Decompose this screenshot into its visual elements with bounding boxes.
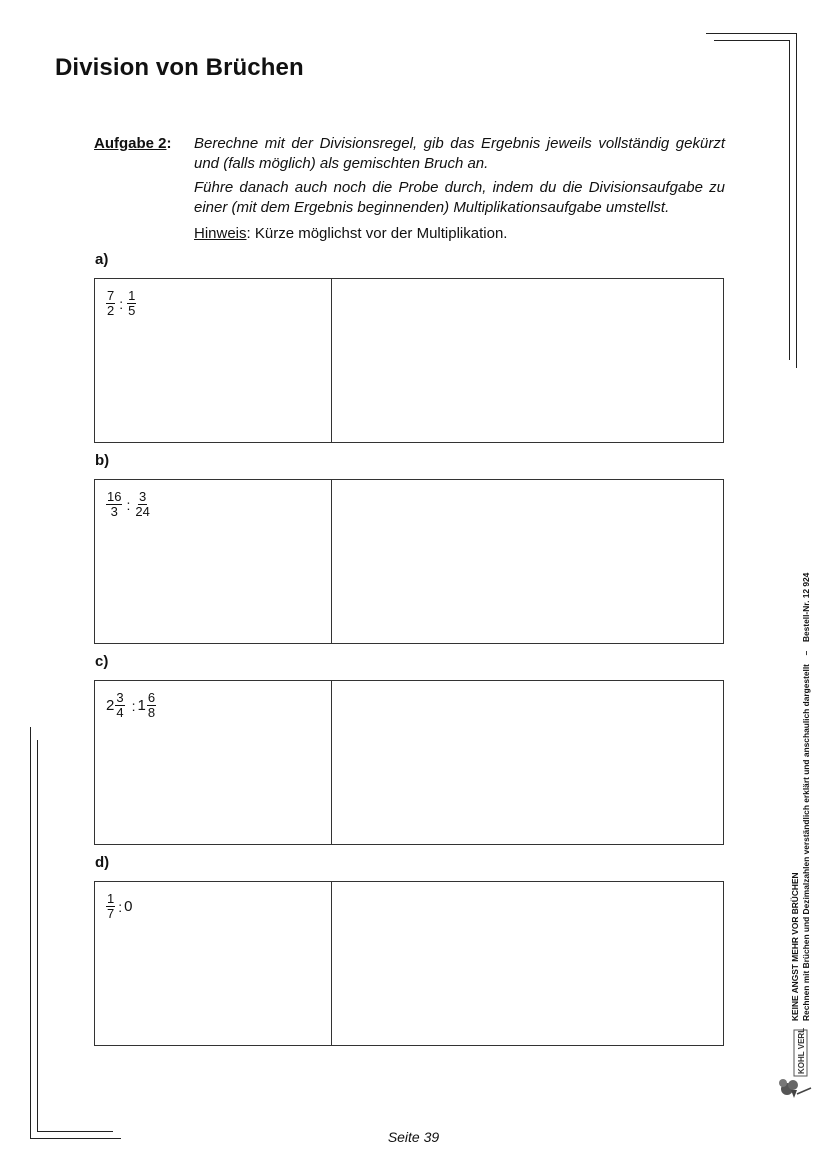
division-operator: : [126,496,131,513]
exercise-expression-b [106,490,151,519]
page-number: Seite 39 [387,1129,440,1145]
exercise-box-c [94,680,724,845]
box-divider [331,681,332,844]
sidebar-book-subtitle-line: Rechnen mit Brüchen und Dezimalzahlen verständlich erklärt und anschaulich dargestellt–Bestell-Nr. 12 924 [801,572,811,1021]
page-title: Division von Brüchen [55,54,304,81]
fraction: $\frac{3}{4}$ [116,690,124,720]
fraction: $\frac{1}{7}$ [107,891,115,921]
whole-number: 1 [137,697,146,714]
exercise-expression-d [106,892,133,921]
exercise-label-d: d) [95,854,110,871]
division-operator: : [118,898,123,915]
frame-line-left-inner [37,740,38,1132]
frame-line-right [796,33,797,368]
exercise-label-a: a) [95,251,109,268]
exercise-label-c: c) [95,653,109,670]
sidebar-book-info [790,573,812,1021]
division-operator: : [119,295,124,312]
task-paragraph-1: Berechne mit der Divisionsregel, gib das Ergebnis jeweils vollständig gekürzt und (falls möglich) als gemischten Bruch an. [194,135,725,172]
frame-line-right-inner [789,40,790,360]
frame-line-left [30,727,31,1139]
fraction: $\frac{1}{5}$ [128,288,136,318]
publisher-logo [777,1028,815,1104]
sidebar-book-title: KEINE ANGST MEHR VOR BRÜCHEN [790,872,800,1021]
fraction: $\frac{16}{3}$ [107,489,122,519]
box-divider [331,279,332,442]
frame-line-top [706,33,797,34]
exercise-box-d [94,881,724,1046]
task-label: Aufgabe 2: [94,135,172,152]
box-divider [331,480,332,643]
task-hint: Hinweis: Kürze möglichst vor der Multiplikation. [194,225,508,242]
exercise-label-b: b) [95,452,110,469]
exercise-box-a [94,278,724,443]
exercise-box-b [94,479,724,644]
frame-line-top-inner [714,40,790,41]
fraction: $\frac{7}{2}$ [107,288,115,318]
division-operator: : [131,697,136,714]
exercise-expression-c [106,691,156,720]
exercise-expression-a [106,289,136,318]
number: 0 [124,898,133,915]
whole-number: 2 [106,697,115,714]
fraction: $\frac{3}{24}$ [135,489,150,519]
fraction: $\frac{6}{8}$ [147,690,156,720]
task-paragraph-2: Führe danach auch noch die Probe durch, indem du die Divisionsaufgabe zu einer (mit dem Ergebnis beginnenden) Multiplikationsaufgabe umstellst. [194,179,725,216]
publisher-name: KOHL VERLAG [797,1028,806,1074]
box-divider [331,882,332,1045]
